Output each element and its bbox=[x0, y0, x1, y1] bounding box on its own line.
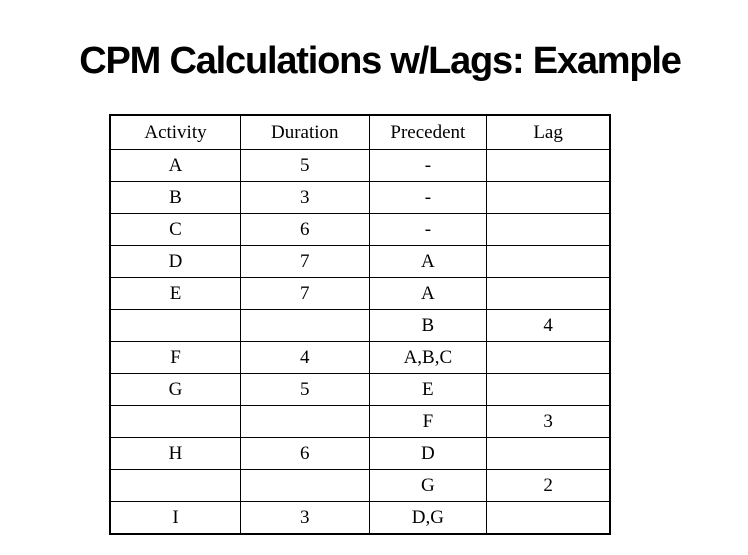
cell-lag: 2 bbox=[487, 470, 610, 502]
cell-duration: 3 bbox=[240, 182, 369, 214]
cell-activity: D bbox=[110, 246, 240, 278]
cell-activity: I bbox=[110, 502, 240, 535]
header-duration: Duration bbox=[240, 115, 369, 150]
cell-duration: 6 bbox=[240, 214, 369, 246]
cell-lag bbox=[487, 214, 610, 246]
cell-duration bbox=[240, 406, 369, 438]
cell-lag: 3 bbox=[487, 406, 610, 438]
table-header-row bbox=[110, 115, 610, 150]
cell-activity: B bbox=[110, 182, 240, 214]
cell-lag bbox=[487, 182, 610, 214]
cell-duration: 4 bbox=[240, 342, 369, 374]
table-row bbox=[110, 246, 610, 278]
cell-precedent: A bbox=[369, 278, 487, 310]
cell-lag bbox=[487, 374, 610, 406]
cell-duration: 6 bbox=[240, 438, 369, 470]
cell-duration: 7 bbox=[240, 246, 369, 278]
cell-precedent: D bbox=[369, 438, 487, 470]
cell-lag bbox=[487, 278, 610, 310]
cell-activity: E bbox=[110, 278, 240, 310]
cell-duration: 5 bbox=[240, 150, 369, 182]
table-row bbox=[110, 438, 610, 470]
cell-lag bbox=[487, 150, 610, 182]
cell-precedent: A,B,C bbox=[369, 342, 487, 374]
cell-precedent: F bbox=[369, 406, 487, 438]
cell-precedent: B bbox=[369, 310, 487, 342]
table-row bbox=[110, 406, 610, 438]
header-precedent: Precedent bbox=[369, 115, 487, 150]
cell-activity: F bbox=[110, 342, 240, 374]
table-row bbox=[110, 342, 610, 374]
cell-activity: A bbox=[110, 150, 240, 182]
cell-lag bbox=[487, 502, 610, 535]
cell-lag: 4 bbox=[487, 310, 610, 342]
slide-title: CPM Calculations w/Lags: Example bbox=[79, 40, 681, 82]
cell-activity bbox=[110, 470, 240, 502]
table-row bbox=[110, 278, 610, 310]
cell-precedent: D,G bbox=[369, 502, 487, 535]
table-row bbox=[110, 310, 610, 342]
table-row bbox=[110, 502, 610, 535]
table-row bbox=[110, 150, 610, 182]
header-activity: Activity bbox=[110, 115, 240, 150]
table-row bbox=[110, 374, 610, 406]
cell-duration: 5 bbox=[240, 374, 369, 406]
cell-activity bbox=[110, 406, 240, 438]
cell-duration: 7 bbox=[240, 278, 369, 310]
cell-precedent: E bbox=[369, 374, 487, 406]
table-row bbox=[110, 182, 610, 214]
cell-precedent: G bbox=[369, 470, 487, 502]
cell-activity bbox=[110, 310, 240, 342]
cell-duration: 3 bbox=[240, 502, 369, 535]
cell-precedent: A bbox=[369, 246, 487, 278]
header-lag: Lag bbox=[487, 115, 610, 150]
cell-precedent: - bbox=[369, 214, 487, 246]
cell-lag bbox=[487, 246, 610, 278]
cell-precedent: - bbox=[369, 150, 487, 182]
cell-activity: C bbox=[110, 214, 240, 246]
cell-duration bbox=[240, 470, 369, 502]
table-row bbox=[110, 214, 610, 246]
cell-lag bbox=[487, 342, 610, 374]
cell-activity: G bbox=[110, 374, 240, 406]
cell-precedent: - bbox=[369, 182, 487, 214]
cell-lag bbox=[487, 438, 610, 470]
table-row bbox=[110, 470, 610, 502]
cell-duration bbox=[240, 310, 369, 342]
cpm-table bbox=[109, 114, 611, 535]
cell-activity: H bbox=[110, 438, 240, 470]
